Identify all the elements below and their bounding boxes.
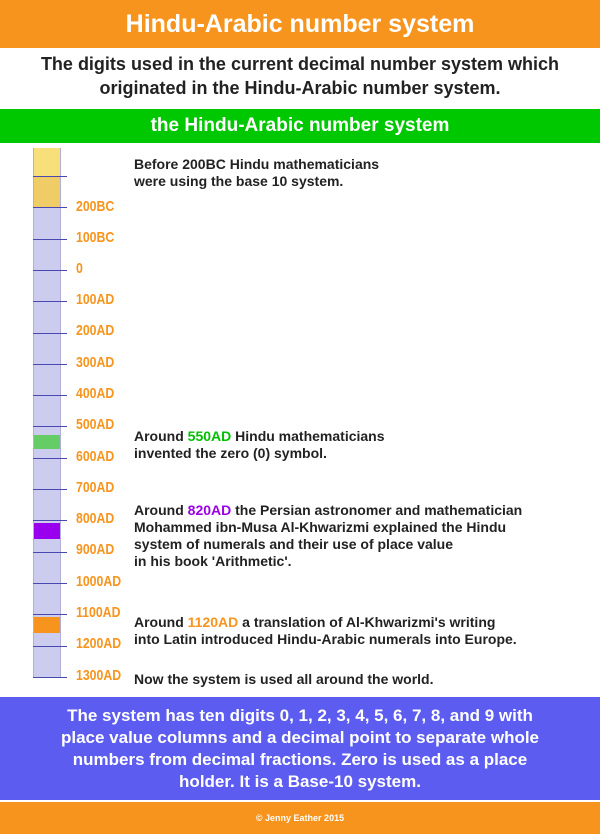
timeline-tick	[33, 207, 67, 208]
year-label: 0	[76, 260, 83, 277]
event-year: 1120AD	[187, 614, 239, 630]
info-box	[0, 697, 600, 800]
year-label: 300AD	[76, 354, 115, 371]
page-title	[0, 0, 600, 48]
event-worldwide	[134, 671, 434, 688]
year-label: 400AD	[76, 385, 115, 402]
event-text: Hindu mathematicians	[231, 428, 385, 444]
timeline-tick	[33, 395, 67, 396]
event-line: system of numerals and their use of place value	[134, 536, 453, 552]
timeline-tick	[33, 520, 67, 521]
timeline-tick	[33, 270, 67, 271]
year-label: 500AD	[76, 416, 115, 433]
subtitle-line: The digits used in the current decimal number system which	[40, 54, 560, 74]
info-text	[61, 705, 539, 793]
year-label: 200BC	[76, 198, 115, 215]
year-label: 1000AD	[76, 573, 122, 590]
event-line: Before 200BC Hindu mathematicians	[134, 156, 380, 172]
event-line: invented the zero (0) symbol.	[134, 445, 327, 461]
year-label: 1200AD	[76, 635, 122, 652]
year-label: 200AD	[76, 322, 115, 339]
timeline-tick	[33, 489, 67, 490]
page-subtitle	[0, 52, 600, 100]
info-line: holder. It is a Base-10 system.	[179, 771, 421, 791]
timeline-tick	[33, 301, 67, 302]
event-prefix: Around	[134, 502, 188, 518]
timeline-tick	[33, 176, 67, 177]
page-title-text: Hindu-Arabic number system	[125, 9, 475, 38]
timeline-tick	[33, 552, 67, 553]
event-line	[134, 428, 385, 445]
event-latin-translation	[134, 614, 517, 648]
info-line: numbers from decimal fractions. Zero is used as a place	[72, 749, 528, 769]
timeline-segment-zero	[34, 435, 60, 449]
timeline-segment-latin	[34, 617, 60, 633]
section-heading	[0, 109, 600, 143]
event-text: a translation of Al-Khwarizmi's writing	[238, 614, 496, 630]
event-line: Mohammed ibn-Musa Al-Khwarizmi explained the Hindu	[134, 519, 507, 535]
info-line: The system has ten digits 0, 1, 2, 3, 4, 5, 6, 7, 8, and 9 with	[67, 705, 533, 725]
event-text: the Persian astronomer and mathematician	[231, 502, 523, 518]
timeline-segment-early	[34, 176, 60, 207]
event-prefix: Around	[134, 428, 188, 444]
footer-credit: © Jenny Eather 2015	[255, 813, 345, 823]
event-line: were using the base 10 system.	[134, 173, 344, 189]
timeline-tick	[33, 364, 67, 365]
event-al-khwarizmi	[134, 502, 522, 570]
year-label: 1100AD	[76, 604, 121, 621]
year-label: 700AD	[76, 479, 115, 496]
event-prefix: Around	[134, 614, 188, 630]
event-year: 550AD	[187, 428, 232, 444]
event-base10	[134, 156, 379, 190]
footer	[0, 802, 600, 834]
event-zero	[134, 428, 385, 462]
event-year: 820AD	[187, 502, 232, 518]
section-heading-text: the Hindu-Arabic number system	[150, 115, 450, 136]
year-label: 900AD	[76, 541, 115, 558]
event-line: into Latin introduced Hindu-Arabic numerals into Europe.	[134, 631, 517, 647]
year-label: 100BC	[76, 229, 115, 246]
timeline-tick	[33, 458, 67, 459]
timeline-tick	[33, 677, 67, 678]
timeline-tick	[33, 239, 67, 240]
year-label: 1300AD	[76, 667, 122, 684]
timeline-tick	[33, 646, 67, 647]
event-line	[134, 502, 522, 519]
year-label: 600AD	[76, 448, 115, 465]
event-line: in his book 'Arithmetic'.	[134, 553, 292, 569]
timeline-tick	[33, 583, 67, 584]
year-label: 800AD	[76, 510, 115, 527]
timeline-tick	[33, 426, 67, 427]
subtitle-line: originated in the Hindu-Arabic number system.	[99, 78, 501, 98]
timeline-segment-early-light	[34, 148, 60, 176]
year-label: 100AD	[76, 291, 115, 308]
info-line: place value columns and a decimal point to separate whole	[60, 727, 540, 747]
timeline-bar	[33, 148, 61, 678]
event-line: Now the system is used all around the world.	[134, 671, 434, 687]
timeline-tick	[33, 333, 67, 334]
event-line	[134, 614, 517, 631]
timeline-segment-persian	[34, 523, 60, 539]
timeline-tick	[33, 614, 67, 615]
